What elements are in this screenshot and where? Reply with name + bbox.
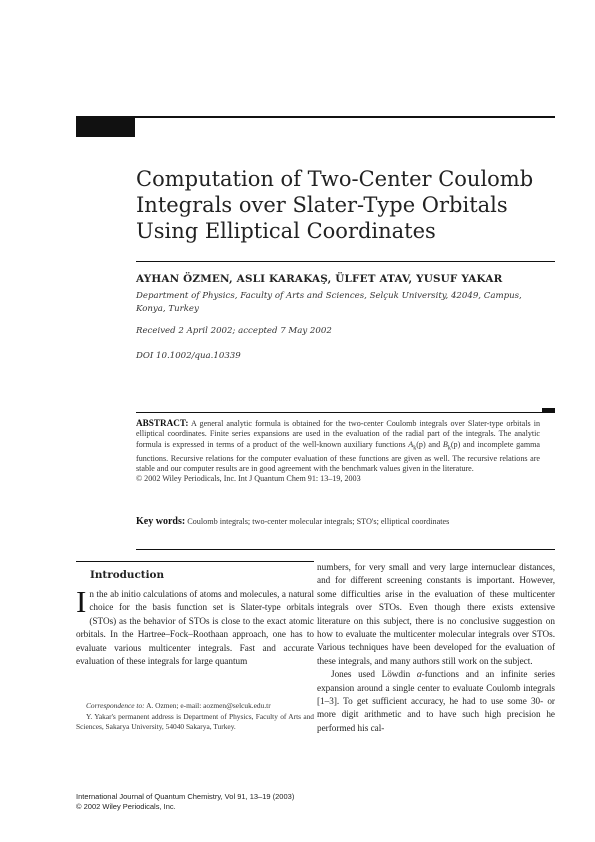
function-a-symbol: A: [408, 439, 414, 449]
function-b-subscript: k: [447, 445, 451, 452]
title-line-3: Using Elliptical Coordinates: [136, 219, 436, 243]
title-line-1: Computation of Two-Center Coulomb: [136, 167, 534, 191]
title-divider: [136, 261, 555, 262]
header-black-block: [76, 116, 135, 137]
function-b-symbol: B: [442, 439, 448, 449]
drop-cap: I: [76, 584, 87, 619]
footnote: [76, 701, 314, 733]
journal-citation: International Journal of Quantum Chemistry, Vol 91, 13–19 (2003): [76, 792, 295, 801]
article-title: [136, 166, 556, 244]
abstract-label: ABSTRACT:: [136, 418, 189, 428]
received-dates: Received 2 April 2002; accepted 7 May 2002: [136, 326, 332, 336]
header-rule: [135, 116, 555, 118]
right-paragraph-2-post: -functions and an infinite series expansion around a single center to evaluate Coulomb integrals [1–3]. To get sufficient accuracy, he had to use some 30- or more digit arithmetic and to have such high precision he performed his cal-: [317, 669, 555, 733]
abstract-text-1: A general analytic formula is obtained for the two-center Coulomb integrals over Slater-type orbitals in elliptical coordinates. Finite series expansions are used in the evaluation of the radial part of the integrals. The analytic formula is expressed in terms of a product of the well-known auxiliary functions: [136, 419, 540, 449]
intro-paragraph-1-text: n the ab initio calculations of atoms and molecules, a natural choice for the basis function set is Slater-type orbitals (STOs) as the behavior of STOs is close to the exact atomic orbitals. In the Hartree–Fock–Roothaan approach, one has to evaluate various multicenter integrals. Fast and accurate evaluation of these integrals for large quantum: [76, 589, 314, 667]
abstract: [136, 418, 540, 484]
body-divider: [136, 549, 555, 550]
title-line-2: Integrals over Slater-Type Orbitals: [136, 193, 508, 217]
function-a-subscript: k: [413, 445, 417, 452]
abstract-and: and: [425, 439, 443, 449]
left-column: [76, 584, 314, 668]
footnote-correspondence: [76, 701, 314, 712]
abstract-divider: [136, 412, 555, 413]
keywords: [136, 516, 540, 527]
section-heading-introduction: Introduction: [90, 569, 164, 581]
footnote-line-2: Y. Yakar's permanent address is Department of Physics, Faculty of Arts and Sciences, Sakarya University, 54040 Sakarya, Turkey.: [76, 711, 314, 732]
footnote-label: Correspondence to:: [86, 701, 145, 710]
abstract-text-2: and incomplete gamma functions. Recursive relations for the computer evaluation of these functions are given as well. The recursive relations are stable and our computer results are in good agreement with the benchmark values given in the literature.: [136, 439, 540, 473]
affiliation: [136, 290, 536, 316]
abstract-copyright: © 2002 Wiley Periodicals, Inc. Int J Quantum Chem 91: 13–19, 2003: [136, 474, 361, 484]
function-b-argument: (p): [450, 439, 461, 449]
journal-copyright: © 2002 Wiley Periodicals, Inc.: [76, 801, 176, 811]
author-list: AYHAN ÖZMEN, ASLI KARAKAŞ, ÜLFET ATAV, YUSUF YAKAR: [136, 273, 503, 285]
footnote-line-1: A. Ozmen; e-mail: aozmen@selcuk.edu.tr: [144, 701, 271, 710]
function-a-argument: (p): [416, 439, 426, 449]
right-paragraph-2-pre: Jones used Löwdin: [331, 669, 417, 680]
intro-heading-rule: [76, 561, 314, 562]
doi[interactable]: DOI 10.1002/qua.10339: [136, 351, 241, 361]
keywords-label: Key words:: [136, 516, 186, 527]
right-paragraph-2: [317, 668, 555, 735]
right-column: [317, 561, 555, 735]
right-paragraph-1: numbers, for very small and very large internuclear distances, and for different screening constants is important. However, some difficulties arise in the evaluation of these multicenter integrals over STOs. Even though there exists extensive literature on this subject, there is no conclusive suggestion on how to evaluate the multicenter molecular integrals over STOs. Various techniques have been developed for the evaluation of these integrals, and many authors still work on the subject.: [317, 562, 555, 666]
alpha-symbol: α: [416, 669, 422, 680]
affiliation-line-2: Konya, Turkey: [136, 304, 199, 314]
keywords-text: Coulomb integrals; two-center molecular integrals; STO's; elliptical coordinates: [187, 517, 450, 526]
journal-footer: [76, 792, 294, 811]
intro-paragraph-1: [76, 584, 314, 668]
abstract-divider-mark: [542, 408, 555, 413]
affiliation-line-1: Department of Physics, Faculty of Arts and Sciences, Selçuk University, 42049, Campus,: [136, 291, 522, 301]
